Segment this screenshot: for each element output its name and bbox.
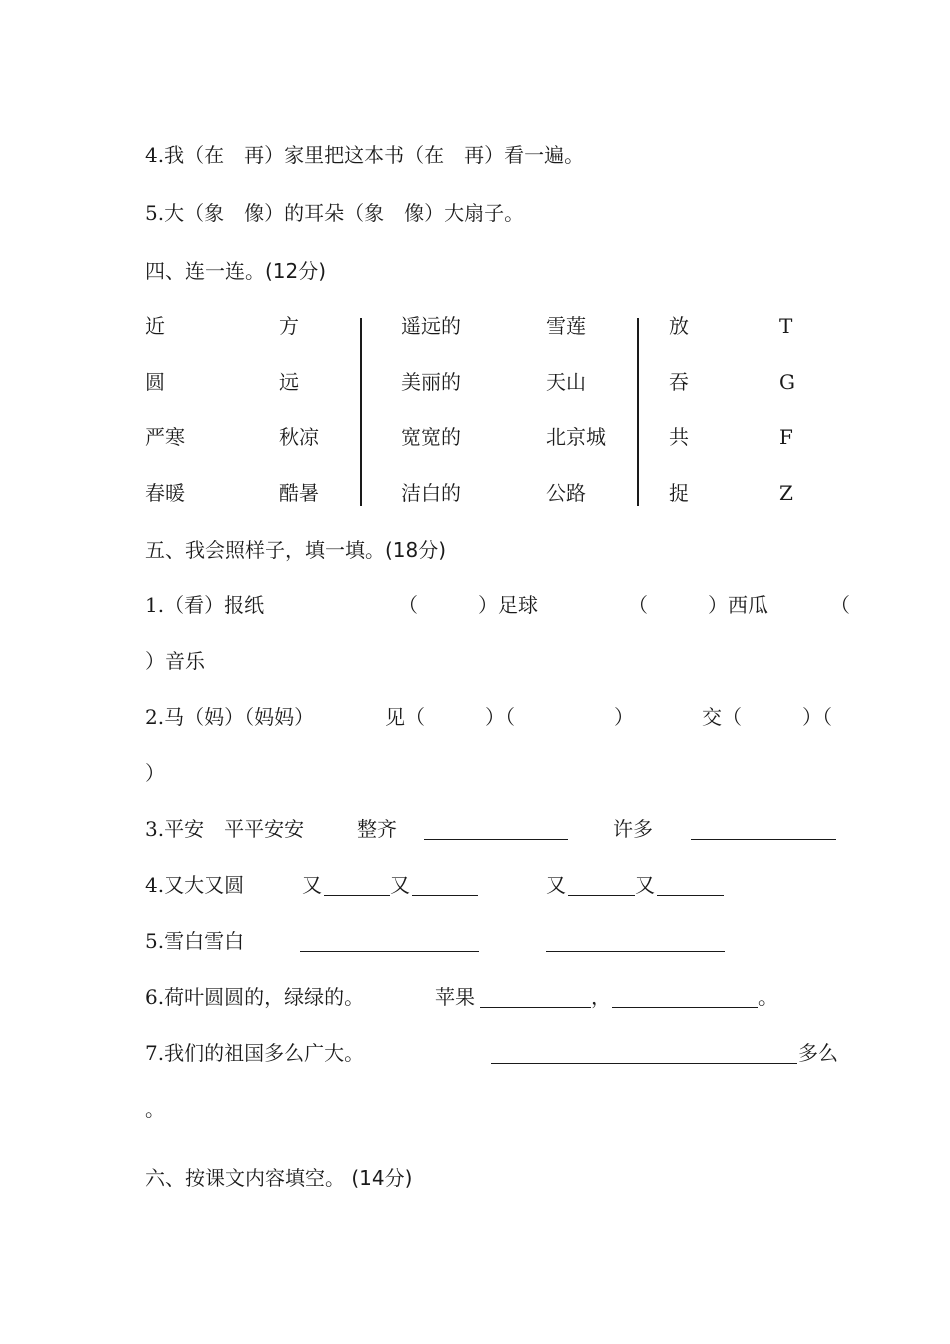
question-5-4-word: 又 (546, 873, 566, 897)
answer-blank[interactable] (412, 895, 478, 896)
answer-blank[interactable] (424, 839, 568, 840)
question-5-2-blank: ） (614, 705, 634, 729)
question-5-1-example: 1.（看）报纸 (145, 593, 265, 617)
match-item: 近 (145, 314, 165, 338)
answer-blank[interactable] (691, 839, 836, 840)
answer-blank[interactable] (491, 1063, 797, 1064)
question-5-4-word: 又 (390, 873, 410, 897)
question-5-2-blank: 见（ ）（ (385, 705, 515, 729)
answer-blank[interactable] (324, 895, 390, 896)
question-5-2-blank: 交（ ）（ (702, 705, 832, 729)
match-item: G (779, 370, 795, 394)
question-5-2-blank: ） (145, 761, 165, 785)
match-item: 美丽的 (401, 370, 461, 394)
match-item: 远 (279, 370, 299, 394)
question-5-3-word: 整齐 (357, 817, 397, 841)
answer-blank[interactable] (568, 895, 635, 896)
answer-blank[interactable] (300, 951, 479, 952)
match-item: 酷暑 (279, 481, 319, 505)
answer-blank[interactable] (612, 1007, 758, 1008)
match-item: 宽宽的 (401, 425, 461, 449)
question-3-5: 5.大（象 像）的耳朵（象 像）大扇子。 (145, 201, 525, 225)
question-5-6-word: 苹果 (435, 985, 475, 1009)
match-item: 圆 (145, 370, 165, 394)
question-5-4-word: 又 (635, 873, 655, 897)
section-5-heading: 五、我会照样子，填一填。(18分) (145, 538, 447, 562)
question-5-3-word: 许多 (613, 817, 653, 841)
question-5-4-word: 又 (302, 873, 322, 897)
section-4-heading: 四、连一连。(12分) (145, 259, 327, 283)
match-item: F (779, 425, 793, 449)
question-5-7-example: 7.我们的祖国多么广大。 (145, 1041, 365, 1065)
match-item: Z (779, 481, 793, 505)
divider-line (360, 318, 362, 506)
match-item: 洁白的 (401, 481, 461, 505)
match-item: 共 (669, 425, 689, 449)
question-5-2-example: 2.马（妈）（妈妈） (145, 705, 315, 729)
question-5-4-example: 4.又大又圆 (145, 873, 245, 897)
match-item: 公路 (546, 481, 586, 505)
question-5-1-blank: （ ）西瓜 (628, 593, 768, 617)
match-item: 秋凉 (279, 425, 319, 449)
answer-blank[interactable] (657, 895, 724, 896)
match-item: T (779, 314, 793, 338)
match-item: 北京城 (546, 425, 606, 449)
question-5-1-blank: （ ）足球 (398, 593, 538, 617)
question-3-4: 4.我（在 再）家里把这本书（在 再）看一遍。 (145, 143, 585, 167)
question-5-1-blank: （ (830, 593, 850, 617)
match-item: 天山 (546, 370, 586, 394)
question-5-6-example: 6.荷叶圆圆的，绿绿的。 (145, 985, 365, 1009)
answer-blank[interactable] (480, 1007, 591, 1008)
match-item: 雪莲 (546, 314, 586, 338)
answer-blank[interactable] (546, 951, 725, 952)
match-item: 捉 (669, 481, 689, 505)
question-5-5-example: 5.雪白雪白 (145, 929, 245, 953)
section-6-heading: 六、按课文内容填空。 (14分) (145, 1166, 413, 1190)
period: 。 (145, 1097, 165, 1121)
question-5-1-blank: ）音乐 (145, 649, 205, 673)
divider-line (637, 318, 639, 506)
question-5-3-example: 3.平安 平平安安 (145, 817, 305, 841)
period: 。 (758, 985, 778, 1009)
match-item: 放 (669, 314, 689, 338)
match-item: 吞 (669, 370, 689, 394)
match-item: 遥远的 (401, 314, 461, 338)
match-item: 春暖 (145, 481, 185, 505)
comma: ， (591, 985, 611, 1009)
match-item: 严寒 (145, 425, 185, 449)
question-5-7-word: 多么 (798, 1041, 838, 1065)
match-item: 方 (279, 314, 299, 338)
